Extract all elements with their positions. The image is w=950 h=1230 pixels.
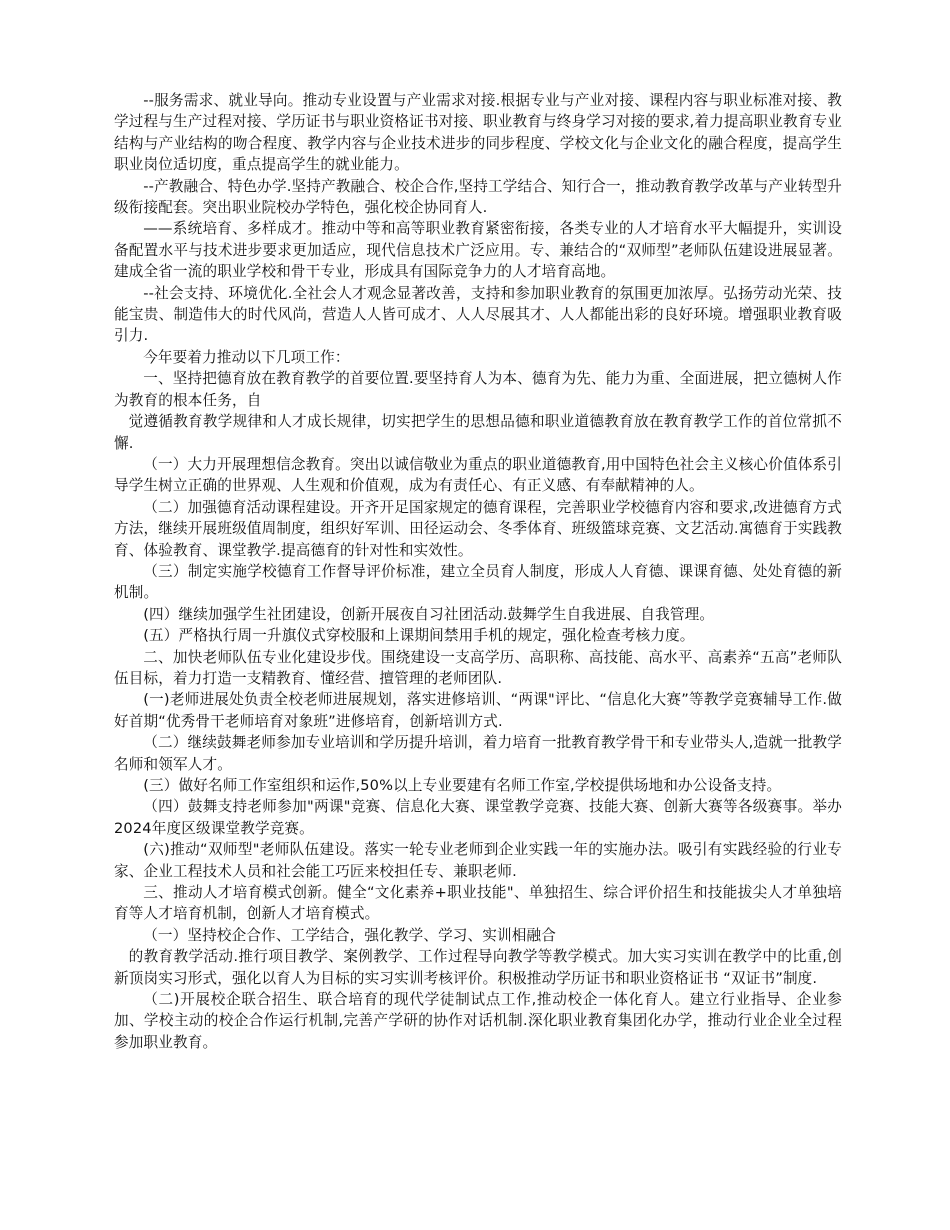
- document-body: [114, 90, 842, 1053]
- section-heading-moral-education: 一、坚持把德育放在教育教学的首要位置.要坚持育人为本、德育为先、能力为重、全面进展，把立德树人作为教育的根本任务，自: [114, 370, 842, 409]
- section-heading-training-model: 三、推动人才培育模式创新。健全“文化素养+职业技能"、单独招生、综合评价招生和技能拔尖人才单独培育等人才培育机制，创新人才培育模式。: [114, 884, 842, 923]
- list-item-apprenticeship: （二)开展校企联合招生、联合培育的现代学徒制试点工作,推动校企一体化育人。建立行业指导、企业参加、学校主动的校企合作运行机制,完善产学研的协作对话机制.深化职业教育集团化办学，推动行业企业全过程参加职业教育。: [114, 991, 842, 1051]
- list-item-evaluation-standards: （三）制定实施学校德育工作督导评价标准，建立全员育人制度，形成人人育德、课课育德、处处育德的新机制。: [114, 562, 842, 602]
- list-item-teacher-development: (一)老师进展处负责全校老师进展规划，落实进修培训、“两课"评比、“信息化大赛”等教学竞赛辅导工作.做好首期“优秀骨干老师培育对象班”进修培育，创新培训方式.: [114, 691, 842, 730]
- section-heading-teacher-team: 二、加快老师队伍专业化建设步伐。围绕建设一支高学历、高职称、高技能、高水平、高素养“五高”老师队伍目标，着力打造一支精教育、懂经营、擅管理的老师团队.: [114, 648, 842, 687]
- list-item-master-studio: (三）做好名师工作室组织和运作,50%以上专业要建有名师工作室,学校提供场地和办公设备支持。: [143, 777, 782, 794]
- paragraph-moral-education-continued: 觉遵循教育教学规律和人才成长规律，切实把学生的思想品德和职业道德教育放在教育教学工作的首位常抓不懈.: [114, 413, 842, 452]
- list-item-school-enterprise-cooperation: （一）坚持校企合作、工学结合，强化教学、学习、实训相融合: [143, 926, 557, 944]
- list-item-competitions: （四）鼓舞支持老师参加"两课"竞赛、信息化大赛、课堂教学竞赛、技能大赛、创新大赛等各级赛事。举办2024年度区级课堂教学竞赛。: [114, 798, 842, 837]
- list-item-flag-raising: (五）严格执行周一升旗仪式穿校服和上课期间禁用手机的规定，强化检查考核力度。: [143, 627, 695, 645]
- list-item-ideals-education: （一）大力开展理想信念教育。突出以诚信敬业为重点的职业道德教育,用中国特色社会主义核心价值体系引导学生树立正确的世界观、人生观和价值观，成为有责任心、有正义感、有奉献精神的人。: [114, 455, 842, 495]
- list-item-dual-qualified-teachers: (六)推动“双师型"老师队伍建设。落实一轮专业老师到企业实践一年的实施办法。吸引有实践经验的行业专家、企业工程技术人员和社会能工巧匠来校担任专、兼职老师.: [114, 841, 842, 880]
- list-item-student-clubs: (四）继续加强学生社团建设，创新开展夜自习社团活动.鼓舞学生自我进展、自我管理。: [143, 605, 715, 623]
- paragraph-industry-education-integration: --产教融合、特色办学.坚持产教融合、校企合作,坚持工学结合、知行合一，推动教育教学改革与产业转型升级衔接配套。突出职业院校办学特色，强化校企协同育人.: [114, 177, 842, 217]
- list-item-professional-training: （二）继续鼓舞老师参加专业培训和学历提升培训，着力培育一批教育教学骨干和专业带头人,造就一批教学名师和领军人才。: [114, 734, 842, 773]
- paragraph-this-year-tasks: 今年要着力推动以下几项工作：: [143, 348, 350, 366]
- paragraph-teaching-activities: 的教育教学活动.推行项目教学、案例教学、工作过程导向教学等教学模式。加大实习实训在教学中的比重,创新顶岗实习形式，强化以育人为目标的实习实训考核评价。积极推动学历证书和职业资格证书 “双证书”制度.: [114, 948, 842, 987]
- paragraph-employment-orientation: --服务需求、就业导向。推动专业设置与产业需求对接.根据专业与产业对接、课程内容与职业标准对接、教学过程与生产过程对接、学历证书与职业资格证书对接、职业教育与终身学习对接的要求,着力提高职业教育专业结构与产业结构的吻合程度、教学内容与企业技术进步的同步程度、学校文化与企业文化的融合程度，提高学生职业岗位适切度，重点提高学生的就业能力。: [114, 92, 842, 174]
- list-item-moral-curriculum: （二）加强德育活动课程建设。开齐开足国家规定的德育课程，完善职业学校德育内容和要求,改进德育方式方法，继续开展班级值周制度，组织好军训、田径运动会、冬季体育、班级篮球竞赛、文艺活动.寓德育于实践教育、体验教育、课堂教学.提高德育的针对性和实效性。: [114, 498, 842, 559]
- paragraph-social-support: --社会支持、环境优化.全社会人才观念显著改善，支持和参加职业教育的氛围更加浓厚。弘扬劳动光荣、技能宝贵、制造伟大的时代风尚，营造人人皆可成才、人人尽展其才、人人都能出彩的良好环境。增强职业教育吸引力.: [114, 284, 842, 345]
- paragraph-systematic-cultivation: ——系统培育、多样成才。推动中等和高等职业教育紧密衔接，各类专业的人才培育水平大幅提升，实训设备配置水平与技术进步要求更加适应，现代信息技术广泛应用。专、兼结合的“双师型”老师队伍建设进展显著。建成全省一流的职业学校和骨干专业，形成具有国际竞争力的人才培育高地。: [114, 220, 842, 281]
